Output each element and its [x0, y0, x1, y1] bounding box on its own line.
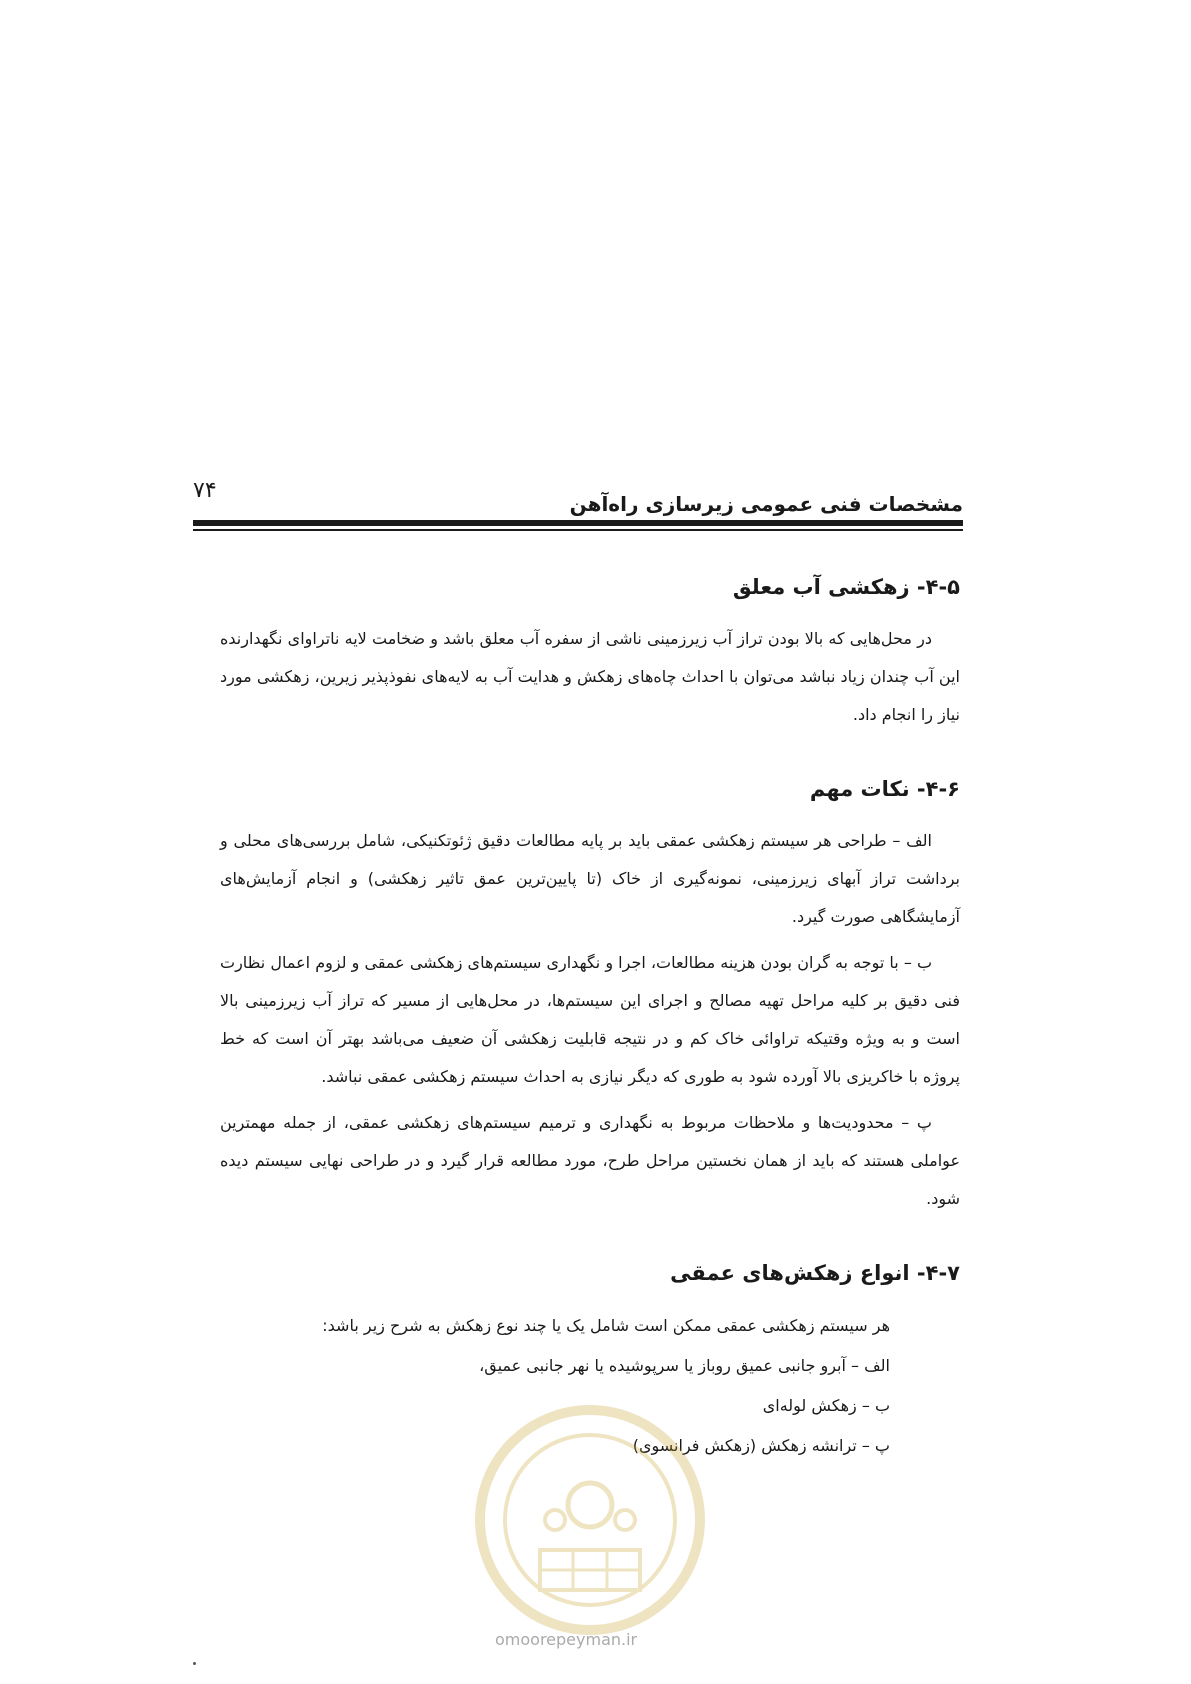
section-heading-4-6: ۴-۶- نکات مهم: [809, 777, 960, 801]
watermark-seal-icon: [470, 1400, 710, 1640]
paragraph: پ – محدودیت‌ها و ملاحظات مربوط به نگهداری و ترمیم سیستم‌های زهکشی عمقی، از جمله مهمترین عواملی هستند که باید از همان نخستین مراحل طرح، مورد مطالعه قرار گیرد و در طراحی نهایی سیستم دیده شود.: [220, 1113, 960, 1208]
list-intro: هر سیستم زهکشی عمقی ممکن است شامل یک یا چند نوع زهکش به شرح زیر باشد:: [322, 1316, 890, 1335]
section-heading-4-7: ۴-۷- انواع زهکش‌های عمقی: [670, 1261, 960, 1285]
list-item: الف – آبرو جانبی عمیق روباز یا سرپوشیده یا نهر جانبی عمیق،: [479, 1356, 890, 1375]
list-item: پ – ترانشه زهکش (زهکش فرانسوی): [632, 1436, 890, 1455]
running-title: مشخصات فنی عمومی زیرسازی راه‌آهن: [569, 492, 963, 516]
page-number: ۷۴: [193, 478, 217, 503]
header-rule-thin: [193, 529, 963, 531]
paragraph: ب – با توجه به گران بودن هزینه مطالعات، اجرا و نگهداری سیستم‌های زهکشی عمقی و لزوم اعمال نظارت فنی دقیق بر کلیه مراحل تهیه مصالح و اجرای این سیستم‌ها، در محل‌هایی از مسیر که تراز آب زیرزمینی بالا است و به ویژه وقتیکه تراوائی خاک کم و در نتیجه قابلیت زهکشی آن ضعیف می‌باشد بهتر آن است که خط پروژه با خاکریزی بالا آورده شود به طوری که دیگر نیازی به احداث سیستم زهکشی عمقی نباشد.: [220, 953, 960, 1086]
header-rule-thick: [193, 520, 963, 526]
page-body: [220, 570, 960, 1466]
page-header: [193, 478, 963, 518]
list-item: ب – زهکش لوله‌ای: [762, 1396, 890, 1415]
watermark-site: omoorepeyman.ir: [495, 1630, 638, 1649]
scan-dot: [193, 1662, 196, 1665]
section-gap: [220, 742, 960, 772]
paragraph: الف – طراحی هر سیستم زهکشی عمقی باید بر پایه مطالعات دقیق ژئوتکنیکی، شامل بررسی‌های محلی و برداشت تراز آبهای زیرزمینی، نمونه‌گیری از خاک (تا پایین‌ترین عمق تاثیر زهکشی) و انجام آزمایش‌های آزمایشگاهی صورت گیرد.: [220, 831, 960, 926]
section-gap: [220, 1226, 960, 1256]
paragraph: در محل‌هایی که بالا بودن تراز آب زیرزمینی ناشی از سفره آب معلق باشد و ضخامت لایه ناتراوای نگهدارنده این آب چندان زیاد نباشد می‌توان با احداث چاه‌های زهکش و هدایت آب به لایه‌های نفوذپذیر زیرین، زهکشی مورد نیاز را انجام داد.: [220, 629, 960, 724]
section-heading-4-5: ۴-۵- زهکشی آب معلق: [732, 575, 960, 599]
